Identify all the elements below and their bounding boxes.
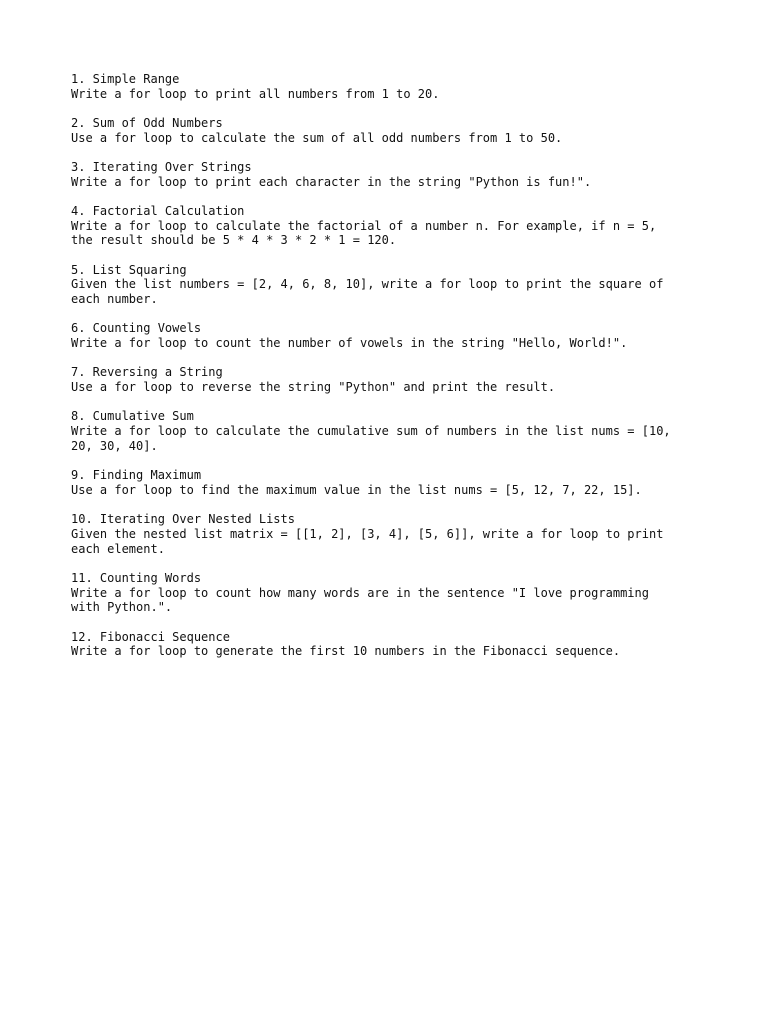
exercise-title: 5. List Squaring [71, 262, 187, 277]
exercise-item [71, 160, 711, 189]
exercise-title: 7. Reversing a String [71, 365, 223, 380]
document-page [71, 72, 711, 674]
exercise-description: Given the list numbers = [2, 4, 6, 8, 10], write a for loop to print the square of each number. [71, 277, 664, 307]
exercise-description: Write a for loop to generate the first 10 numbers in the Fibonacci sequence. [71, 644, 621, 659]
exercise-description: Write a for loop to count how many words are in the sentence "I love programming with Python.". [71, 585, 649, 615]
exercise-title: 3. Iterating Over Strings [71, 160, 252, 174]
exercise-description: Given the nested list matrix = [[1, 2], [3, 4], [5, 6]], write a for loop to print each element. [71, 526, 664, 556]
exercise-description: Write a for loop to calculate the factorial of a number n. For example, if n = 5, the result should be 5 * 4 * 3 * 2 * 1 = 120. [71, 218, 657, 248]
exercise-item [71, 263, 711, 307]
exercise-description: Use a for loop to reverse the string "Python" and print the result. [71, 380, 556, 395]
exercise-item [71, 512, 711, 556]
exercise-title: 10. Iterating Over Nested Lists [71, 512, 295, 527]
exercise-title: 6. Counting Vowels [71, 321, 202, 336]
exercise-item [71, 72, 711, 101]
exercise-title: 11. Counting Words [71, 570, 202, 585]
exercise-item [71, 409, 711, 453]
exercise-description: Write a for loop to count the number of vowels in the string "Hello, World!". [71, 336, 628, 351]
exercise-item [71, 468, 711, 497]
exercise-title: 8. Cumulative Sum [71, 409, 194, 424]
exercise-item [71, 116, 711, 145]
exercise-item [71, 630, 711, 659]
exercise-description: Use a for loop to find the maximum value in the list nums = [5, 12, 7, 22, 15]. [71, 482, 642, 497]
exercise-title: 9. Finding Maximum [71, 468, 202, 483]
exercise-item [71, 365, 711, 394]
exercise-title: 2. Sum of Odd Numbers [71, 116, 223, 130]
exercise-title: 12. Fibonacci Sequence [71, 629, 230, 644]
exercise-item [71, 321, 711, 350]
exercise-item [71, 571, 711, 615]
exercise-title: 4. Factorial Calculation [71, 204, 245, 218]
exercise-description: Use a for loop to calculate the sum of all odd numbers from 1 to 50. [71, 130, 563, 145]
exercise-item [71, 204, 711, 248]
exercise-description: Write a for loop to print each character in the string "Python is fun!". [71, 174, 592, 189]
exercise-title: 1. Simple Range [71, 72, 180, 86]
exercise-description: Write a for loop to calculate the cumulative sum of numbers in the list nums = [10, 20, 30, 40]. [71, 424, 671, 453]
exercise-description: Write a for loop to print all numbers from 1 to 20. [71, 86, 440, 101]
